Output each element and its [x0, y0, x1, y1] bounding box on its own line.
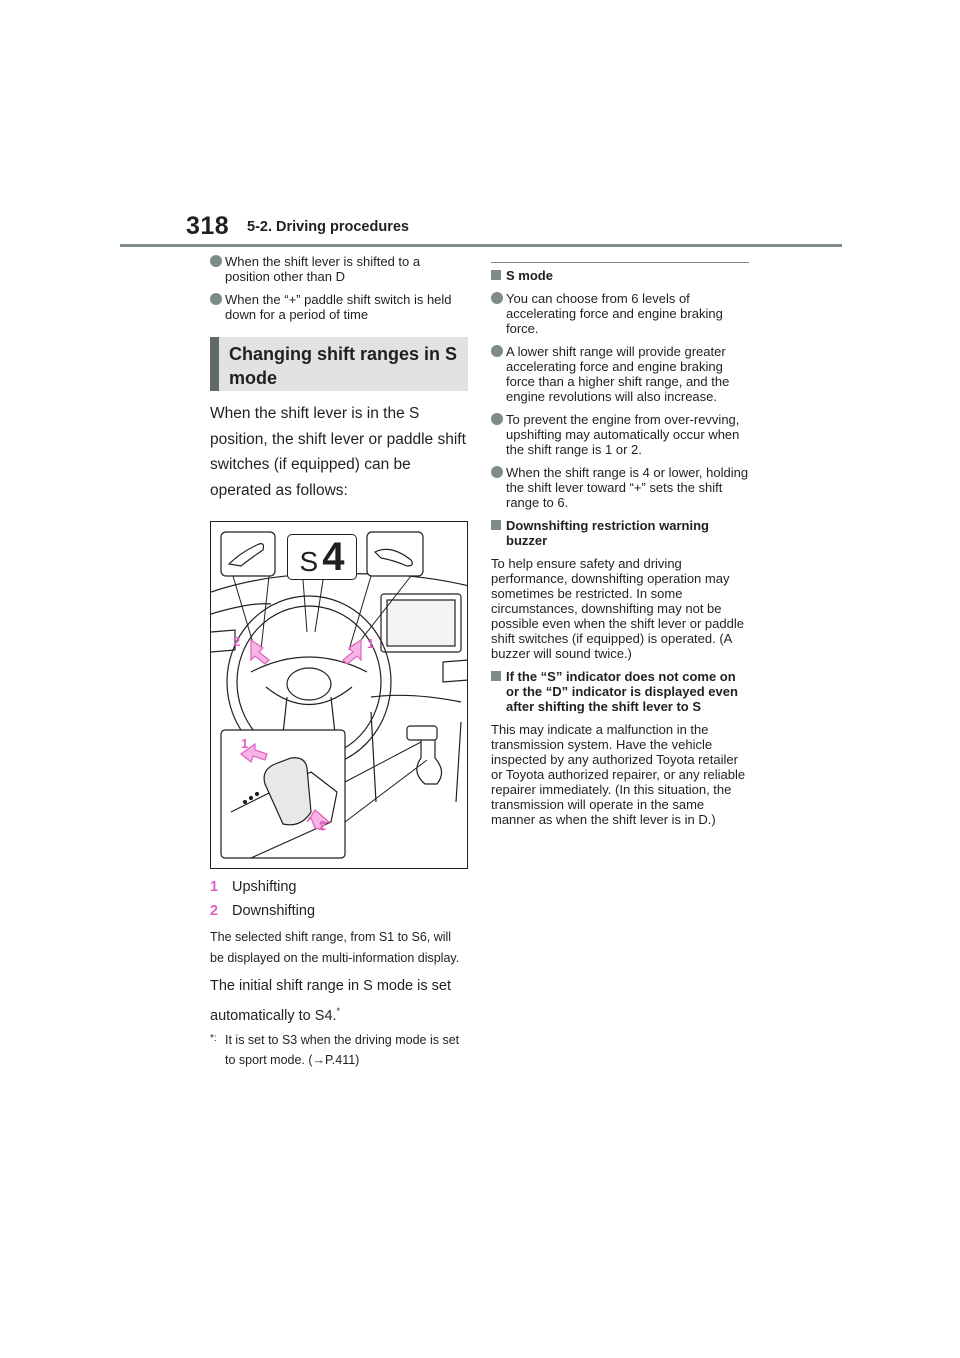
section-title: 5-2. Driving procedures — [247, 219, 409, 235]
initial-range-text — [210, 974, 468, 1028]
legend-number: 2 — [210, 903, 219, 919]
intro-paragraph: When the shift lever is in the S position, the shift lever or paddle shift switches (if equipped) can be operated as follows: — [210, 405, 466, 499]
indicator-paragraph: This may indicate a malfunction in the transmission system. Have the vehicle inspected by any authorized Toyota retailer or Toyota authorized repairer, or any reliable repairer immediately. (In this situation, the transmission will operate in the same manner as when the shift lever is in D.) — [491, 722, 746, 827]
legend-item — [210, 875, 468, 899]
s4-indicator-callout — [287, 534, 357, 580]
page-number: 318 — [186, 212, 230, 240]
indicator-heading — [491, 669, 749, 714]
indicator-gear: 4 — [322, 535, 345, 579]
shift-illustration — [210, 521, 468, 869]
column-rule — [491, 262, 749, 263]
marker-upshift-paddle: 1 — [367, 636, 375, 651]
bullet-icon — [491, 413, 503, 425]
legend-item — [210, 899, 468, 923]
marker-downshift-paddle: 2 — [233, 634, 241, 649]
legend-number: 1 — [210, 879, 219, 895]
bullet-text: When the shift lever is shifted to a position other than D — [225, 254, 421, 284]
bullet-text: When the shift range is 4 or lower, holding the shift lever toward “+” sets the shift range to 6. — [506, 465, 749, 510]
bullet-text: A lower shift range will provide greater accelerating force and engine braking force than a higher shift range, and the engine revolutions will also increase. — [506, 344, 730, 404]
square-bullet-icon — [491, 520, 501, 530]
bullet-icon — [210, 293, 222, 305]
section-heading: Changing shift ranges in S mode — [210, 337, 468, 391]
list-item — [491, 465, 749, 510]
bullet-icon — [491, 345, 503, 357]
marker-downshift-lever: 2 — [319, 818, 327, 833]
marker-upshift-lever: 1 — [241, 736, 249, 751]
buzzer-paragraph: To help ensure safety and driving performance, downshifting operation may sometimes be restricted. In some circumstances, downshifting may not be possible even when the shift lever or paddle shift switches (if equipped) is operated. (A buzzer will sound twice.) — [491, 556, 744, 661]
buzzer-heading — [491, 518, 749, 548]
s-mode-heading — [491, 268, 749, 283]
footnote-reference: * — [336, 1005, 341, 1016]
footnote-text: It is set to S3 when the driving mode is set to sport mode. (→P.411) — [225, 1032, 460, 1068]
bullet-text: You can choose from 6 levels of accelerating force and engine braking force. — [506, 291, 723, 336]
display-note: The selected shift range, from S1 to S6, will be displayed on the multi-information display. — [210, 930, 460, 965]
sub-heading-text: S mode — [506, 268, 553, 283]
left-column — [210, 254, 468, 1071]
footnote — [210, 1030, 468, 1071]
footnote-mark: *: — [210, 1032, 217, 1044]
legend-label: Upshifting — [232, 879, 297, 895]
list-item — [491, 344, 749, 404]
square-bullet-icon — [491, 270, 501, 280]
square-bullet-icon — [491, 671, 501, 681]
right-column — [491, 262, 749, 835]
list-item — [491, 412, 749, 457]
header-rule — [120, 244, 842, 247]
indicator-letter: S — [299, 546, 319, 577]
legend-label: Downshifting — [232, 903, 316, 919]
list-item — [210, 292, 468, 322]
bullet-text: To prevent the engine from over-revving, upshifting may automatically occur when the shift range is 1 or 2. — [506, 412, 740, 457]
bullet-text: When the “+” paddle shift switch is held down for a period of time — [225, 292, 452, 322]
bullet-icon — [210, 255, 222, 267]
initial-range-sentence: The initial shift range in S mode is set automatically to S4. — [210, 978, 451, 1024]
list-item — [491, 291, 749, 336]
sub-heading-text: Downshifting restriction warning buzzer — [506, 518, 709, 548]
list-item — [210, 254, 468, 284]
bullet-icon — [491, 466, 503, 478]
bullet-icon — [491, 292, 503, 304]
sub-heading-text: If the “S” indicator does not come on or the “D” indicator is displayed even after shifting the shift lever to S — [506, 669, 738, 714]
